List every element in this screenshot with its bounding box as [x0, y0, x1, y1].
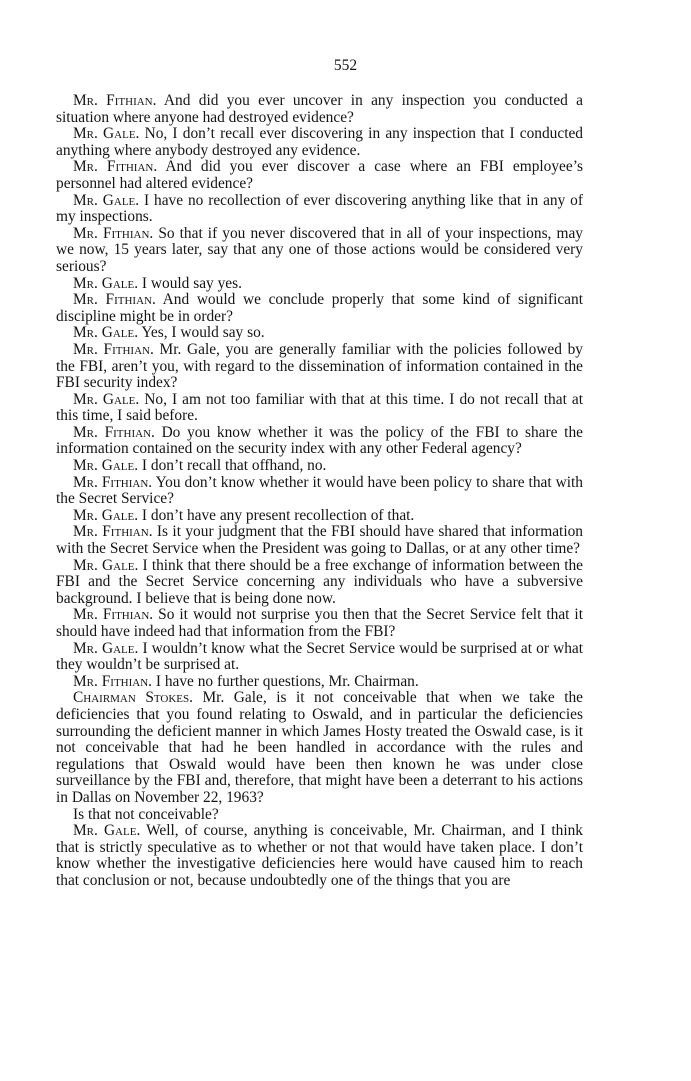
testimony-text: Is that not conceivable?	[73, 805, 219, 823]
transcript-paragraph-5	[56, 226, 583, 276]
speaker-name: Mr. Gale.	[73, 125, 140, 143]
speaker-name: Mr. Gale.	[73, 191, 140, 209]
speaker-name: Mr. Fithian.	[73, 158, 158, 176]
hearing-transcript	[56, 93, 583, 890]
testimony-text: No, I don’t recall ever discovering in any inspection that I conducted anything where anybody destroyed any evidence.	[56, 125, 583, 159]
testimony-text: Well, of course, anything is conceivable, Mr. Chairman, and I think that is strictly speculative as to whether or not that would have taken place. I don’t know whether the investigative deficiencies here would have caused him to reach that conclusion or not, because undoubtedly one of the things that you are	[56, 822, 584, 889]
testimony-text: Do you know whether it was the policy of the FBI to share the information contained on the security index with any other Federal agency?	[56, 423, 583, 458]
transcript-paragraph-18	[56, 641, 583, 674]
testimony-text: I don’t have any present recollection of that.	[138, 506, 415, 524]
transcript-paragraph-20	[56, 690, 583, 806]
testimony-text: Is it your judgment that the FBI should have shared that information with the Secret Service when the President was going to Dallas, or at any other time?	[56, 523, 583, 558]
speaker-name: Mr. Fithian.	[73, 423, 155, 441]
speaker-name: Mr. Fithian.	[73, 473, 153, 491]
testimony-text: Mr. Gale, is it not conceivable that when we take the deficiencies that you found relating to Oswald, and in particular the deficiencies surrounding the deficient manner in which James Hosty treated the Oswald case, is it not conceivable that had he been handled in accordance with the rules and regulations that Oswald would have been then known he was under close surveillance by the FBI and, therefore, that might have been a deterrant to his actions in Dallas on November 22, 1963?	[56, 689, 583, 806]
transcript-paragraph-21	[56, 807, 583, 824]
transcript-paragraph-11	[56, 425, 583, 458]
testimony-text: I have no recollection of ever discovering anything like that in any of my inspections.	[56, 191, 583, 226]
testimony-text: Yes, I would say so.	[138, 324, 265, 342]
speaker-name: Mr. Gale.	[73, 556, 139, 574]
speaker-name: Mr. Fithian.	[73, 340, 154, 358]
speaker-name: Mr. Fithian.	[73, 672, 153, 690]
speaker-name: Mr. Fithian.	[73, 291, 156, 309]
testimony-text: I think that there should be a free exchange of information between the FBI and the Secret Service concerning any individuals who have a subversive background. I believe that is being done now.	[56, 556, 583, 607]
page-number: 552	[333, 57, 358, 74]
speaker-name: Mr. Gale.	[73, 324, 139, 342]
speaker-name: Mr. Gale.	[73, 639, 139, 657]
speaker-name: Mr. Gale.	[73, 457, 139, 475]
transcript-paragraph-15	[56, 524, 583, 557]
testimony-text: I have no further questions, Mr. Chairman.	[152, 672, 419, 690]
testimony-text: You don’t know whether it would have been policy to share that with the Secret Service?	[56, 473, 583, 508]
speaker-name: Mr. Fithian.	[73, 92, 157, 109]
speaker-name: Chairman Stokes.	[73, 689, 193, 707]
transcript-paragraph-14	[56, 508, 583, 525]
transcript-paragraph-12	[56, 458, 583, 475]
speaker-name: Mr. Fithian.	[73, 606, 154, 624]
transcript-paragraph-19	[56, 674, 583, 691]
testimony-text: And did you ever discover a case where an FBI employee’s personnel had altered evidence?	[56, 158, 583, 192]
testimony-text: I don’t recall that offhand, no.	[138, 457, 327, 475]
speaker-name: Mr. Fithian.	[73, 224, 154, 242]
speaker-name: Mr. Gale.	[73, 506, 139, 524]
transcript-paragraph-8	[56, 325, 583, 342]
transcript-paragraph-16	[56, 558, 583, 608]
testimony-text: So that if you never discovered that in all of your inspections, may we now, 15 years later, say that any one of those actions would be considered very serious?	[56, 224, 583, 275]
testimony-text: And did you ever uncover in any inspection you conducted a situation where anyone had destroyed evidence?	[56, 92, 583, 126]
transcript-paragraph-13	[56, 475, 583, 508]
transcript-paragraph-2	[56, 126, 583, 159]
transcript-paragraph-3	[56, 159, 583, 192]
transcript-paragraph-9	[56, 342, 583, 392]
transcript-paragraph-4	[56, 193, 583, 226]
testimony-text: Mr. Gale, you are generally familiar with the policies followed by the FBI, aren’t you, with regard to the dissemination of information contained in the FBI security index?	[56, 340, 583, 392]
transcript-paragraph-22	[56, 823, 583, 889]
testimony-text: No, I am not too familiar with that at this time. I do not recall that at this time, I said before.	[56, 390, 583, 425]
transcript-paragraph-1	[56, 93, 583, 126]
transcript-paragraph-7	[56, 292, 583, 325]
speaker-name: Mr. Gale.	[73, 274, 139, 292]
testimony-text: I wouldn’t know what the Secret Service would be surprised at or what they wouldn’t be surprised at.	[56, 639, 583, 674]
testimony-text: I would say yes.	[138, 274, 242, 292]
testimony-text: So it would not surprise you then that the Secret Service felt that it should have indeed had that information from the FBI?	[56, 606, 583, 640]
testimony-text: And would we conclude properly that some kind of significant discipline might be in order?	[56, 291, 583, 325]
transcript-paragraph-10	[56, 392, 583, 425]
transcript-paragraph-6	[56, 276, 583, 293]
speaker-name: Mr. Gale.	[73, 390, 140, 408]
speaker-name: Mr. Fithian.	[73, 523, 153, 541]
speaker-name: Mr. Gale.	[73, 822, 141, 840]
transcript-paragraph-17	[56, 607, 583, 640]
